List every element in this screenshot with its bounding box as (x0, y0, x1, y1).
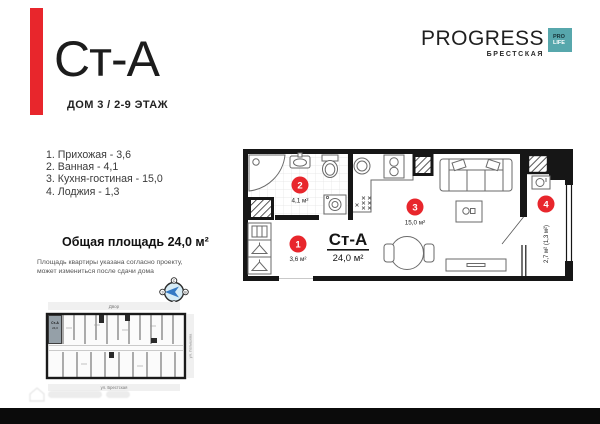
sofa-icon (440, 159, 512, 191)
kitchen-sink-icon (354, 158, 370, 174)
plan-unit-area: 24,0 м² (332, 253, 364, 264)
room-list-item: 1. Прихожая - 3,6 (46, 149, 132, 161)
highlighted-unit-area: 24,0 (52, 326, 58, 330)
room-list-item: 3. Кухня-гостиная - 15,0 (46, 173, 163, 186)
disclaimer-text: Площадь квартиры указана согласно проекту, может измениться после сдачи дома (37, 259, 183, 275)
mini-plan-bottom-label: ул. Брестская (100, 385, 128, 391)
building-subtitle: ДОМ 3 / 2-9 ЭТАЖ (67, 99, 168, 111)
badge-line2: LIFE (553, 40, 565, 46)
badge-line1: PRO (553, 34, 565, 40)
room-4-marker: 4 (543, 199, 549, 211)
compass-east: В (184, 290, 187, 295)
highlighted-unit-label: Ст-А (51, 321, 59, 325)
total-area-label: Общая площадь 24,0 м² (62, 235, 209, 249)
mini-plan-top-label: Двор (108, 304, 120, 309)
bottom-bar (0, 408, 600, 424)
mini-plan-side-label: ул. Латышева (188, 333, 193, 359)
room-4-area: 2,7 м² (1,3 м²) (544, 225, 550, 263)
room-list-item: 4. Лоджия - 1,3 (46, 185, 120, 198)
dining-table-icon (391, 237, 424, 270)
room-3-marker: 3 (412, 202, 418, 214)
counter-marks (356, 197, 372, 210)
accent-bar (30, 8, 43, 115)
chair-icon (424, 244, 434, 262)
compass-north: С (172, 278, 176, 283)
compass-west: З (161, 290, 164, 295)
shaft-hatch (250, 199, 273, 219)
page-title: Ст-А (54, 31, 160, 87)
shaft-hatch (414, 156, 432, 175)
plan-unit-code: Ст-А (328, 230, 368, 249)
shaft-hatch (528, 155, 548, 173)
building-overview-plan (33, 300, 195, 392)
room-3-area: 15,0 м² (404, 219, 426, 227)
shower-drain-icon (253, 159, 259, 165)
building-outline (47, 314, 185, 378)
house-icon (30, 388, 44, 401)
room-2-marker: 2 (297, 180, 303, 192)
brand-name: PROGRESS (420, 27, 544, 50)
room-1-marker: 1 (295, 239, 301, 251)
project-name: БРЕСТСКАЯ (486, 51, 544, 58)
room-2-area: 4,1 м² (291, 197, 309, 205)
watermark (28, 386, 138, 404)
room-1-area: 3,6 м² (289, 256, 307, 263)
loggia-door-swing (502, 217, 524, 244)
wardrobe-icon (248, 223, 271, 274)
room-list (46, 149, 163, 198)
chair-icon (384, 244, 394, 262)
brand-badge (548, 28, 572, 52)
apartment-floor-plan (243, 149, 573, 281)
brand-logo (421, 28, 572, 58)
room-list-item: 2. Ванная - 4,1 (46, 161, 119, 174)
